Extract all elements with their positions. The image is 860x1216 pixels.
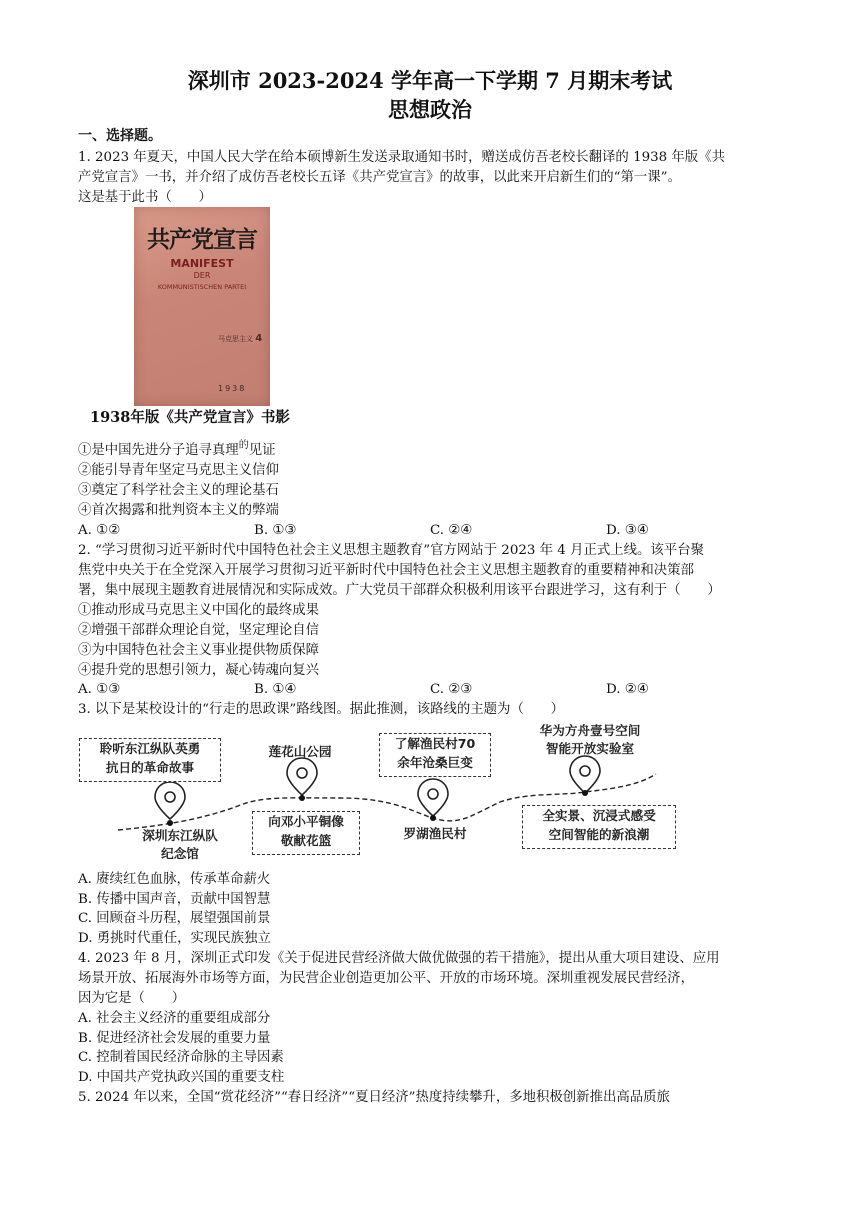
- location-pin-icon: [155, 782, 185, 826]
- q1-stem-line: 产党宣言》一书，并介绍了成仿吾老校长五译《共产党宣言》的故事，以此来开启新生们的“第一课”。: [78, 170, 681, 185]
- q1-option-c: C. ②④: [430, 523, 473, 538]
- route-box: 聆听东江纵队英勇 抗日的革命故事: [79, 738, 221, 782]
- section-heading: 一、选择题。: [78, 128, 162, 144]
- q1-stem-line: 这是基于此书（ ）: [78, 190, 212, 205]
- q2-option-a: A. ①③: [78, 682, 121, 697]
- q2-stem-line: 署，集中展现主题教育进展情况和实际成效。广大党员干部群众积极利用该平台跟进学习，这有利于（ ）: [78, 583, 721, 598]
- q2-option-c: C. ②③: [430, 682, 473, 697]
- q3-option-c: C. 回顾奋斗历程，展望强国前景: [78, 911, 271, 926]
- q1-option-b: B. ①③: [254, 523, 297, 538]
- q2-item: ④提升党的思想引领力，凝心铸魂向复兴: [78, 663, 320, 678]
- q1-item: ②能引导青年坚定马克思主义信仰: [78, 463, 279, 478]
- q1-option-a: A. ①②: [78, 523, 121, 538]
- q4-option-d: D. 中国共产党执政兴国的重要支柱: [78, 1070, 285, 1085]
- q4-option-c: C. 控制着国民经济命脉的主导因素: [78, 1050, 284, 1065]
- route-stop-label: 深圳东江纵队 纪念馆: [142, 828, 218, 861]
- q2-stem-line: 焦党中央关于在全党深入开展学习贯彻习近平新时代中国特色社会主义思想主题教育的重要精神和决策部: [78, 563, 694, 578]
- q5-stem-line: 5. 2024 年以来，全国“赏花经济”“春日经济”“夏日经济”热度持续攀升，多地积极创新推出高品质旅: [78, 1090, 670, 1105]
- route-stop-label: 莲花山公园: [268, 744, 332, 759]
- q3-option-d: D. 勇挑时代重任，实现民族独立: [78, 931, 271, 946]
- book-cover-line: KOMMUNISTISCHEN PARTEI: [157, 283, 247, 291]
- book-cover-title: 共产党宣言: [147, 227, 257, 253]
- q2-item: ③为中国特色社会主义事业提供物质保障: [78, 643, 320, 658]
- route-box: 全实景、沉浸式感受 空间智能的新浪潮: [522, 805, 676, 849]
- book-cover-line: MANIFEST: [170, 257, 234, 270]
- q2-item: ②增强干部群众理论自觉，坚定理论自信: [78, 623, 320, 638]
- exam-subject: 思想政治: [388, 97, 472, 122]
- book-cover-year: 1938: [218, 384, 247, 393]
- route-stop-label: 罗湖渔民村: [403, 826, 467, 841]
- q2-stem-line: 2. “学习贯彻习近平新时代中国特色社会主义思想主题教育”官方网站于 2023 年 4 月正式上线。该平台聚: [78, 543, 704, 558]
- book-cover-line: DER: [193, 271, 211, 280]
- location-pin-icon: [287, 758, 317, 801]
- route-box: 向邓小平铜像 敬献花篮: [252, 811, 360, 855]
- q3-option-a: A. 赓续红色血脉，传承革命薪火: [78, 872, 271, 887]
- q4-option-b: B. 促进经济社会发展的重要力量: [78, 1031, 271, 1046]
- route-stop-label: 华为方舟壹号空间 智能开放实验室: [539, 723, 641, 756]
- q3-option-b: B. 传播中国声音，贡献中国智慧: [78, 892, 271, 907]
- exam-title: 深圳市 2023-2024 学年高一下学期 7 月期末考试: [187, 68, 673, 93]
- q1-option-d: D. ③④: [606, 523, 649, 538]
- q3-stem: 3. 以下是某校设计的“行走的思政课”路线图。据此推测，该路线的主题为（ ）: [78, 702, 565, 717]
- q4-stem-line: 场景开放、拓展海外市场等方面，为民营企业创造更加公平、开放的市场环境。深圳重视发展民营经济，: [78, 971, 694, 986]
- location-pin-icon: [570, 756, 600, 796]
- q4-stem-line: 因为它是（ ）: [78, 991, 186, 1006]
- q4-option-a: A. 社会主义经济的重要组成部分: [78, 1011, 271, 1026]
- q2-item: ①推动形成马克思主义中国化的最终成果: [78, 603, 320, 618]
- q2-option-d: D. ②④: [606, 682, 649, 697]
- book-cover-series: 马克思主义 4: [218, 333, 263, 344]
- q1-item: ④首次揭露和批判资本主义的弊端: [78, 503, 279, 518]
- q1-stem-line: 1. 2023 年夏天，中国人民大学在给本硕博新生发送录取通知书时，赠送成仿吾老校长翻译的 1938 年版《共: [78, 150, 725, 165]
- location-pin-icon: [418, 779, 448, 821]
- route-box: 了解渔民村70 余年沧桑巨变: [379, 733, 491, 777]
- book-caption: 1938年版《共产党宣言》书影: [90, 409, 290, 426]
- q4-stem-line: 4. 2023 年 8 月，深圳正式印发《关于促进民营经济做大做优做强的若干措施》，提出从重大项目建设、应用: [78, 951, 720, 966]
- q1-item: ①是中国先进分子追寻真理$^的$见证: [78, 440, 276, 458]
- q1-item: ③奠定了科学社会主义的理论基石: [78, 483, 279, 498]
- q2-option-b: B. ①④: [254, 682, 297, 697]
